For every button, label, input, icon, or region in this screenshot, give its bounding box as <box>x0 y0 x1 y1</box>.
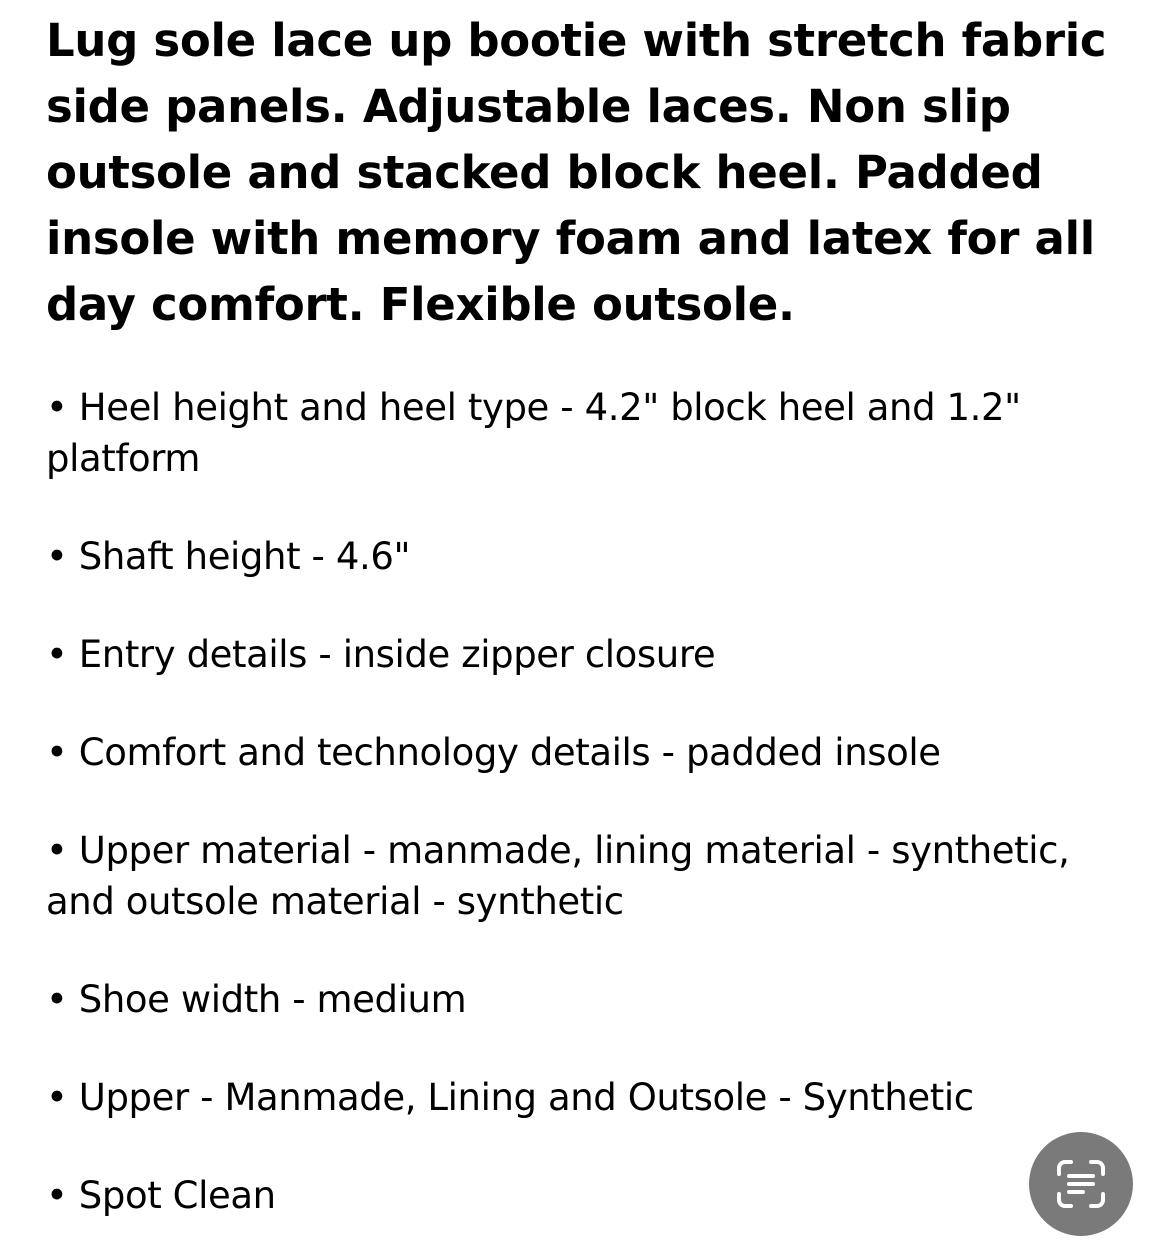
list-item: • Shaft height - 4.6" <box>46 535 411 578</box>
live-text-scan-icon <box>1053 1156 1109 1212</box>
list-item: • Heel height and heel type - 4.2" block heel and 1.2" platform <box>46 386 1021 480</box>
live-text-button[interactable] <box>1029 1132 1133 1236</box>
list-item: • Shoe width - medium <box>46 978 467 1021</box>
product-details-list <box>46 382 1126 1221</box>
list-item: • Comfort and technology details - padded insole <box>46 731 941 774</box>
list-item: • Entry details - inside zipper closure <box>46 633 716 676</box>
list-item: • Upper material - manmade, lining material - synthetic, and outsole material - synthetic <box>46 829 1070 923</box>
product-description: Lug sole lace up bootie with stretch fabric side panels. Adjustable laces. Non slip outsole and stacked block heel. Padded insole with memory foam and latex for all day comfort. Flexible outsole. <box>46 14 1107 331</box>
list-item: • Upper - Manmade, Lining and Outsole - Synthetic <box>46 1076 974 1119</box>
list-item: • Spot Clean <box>46 1174 276 1217</box>
